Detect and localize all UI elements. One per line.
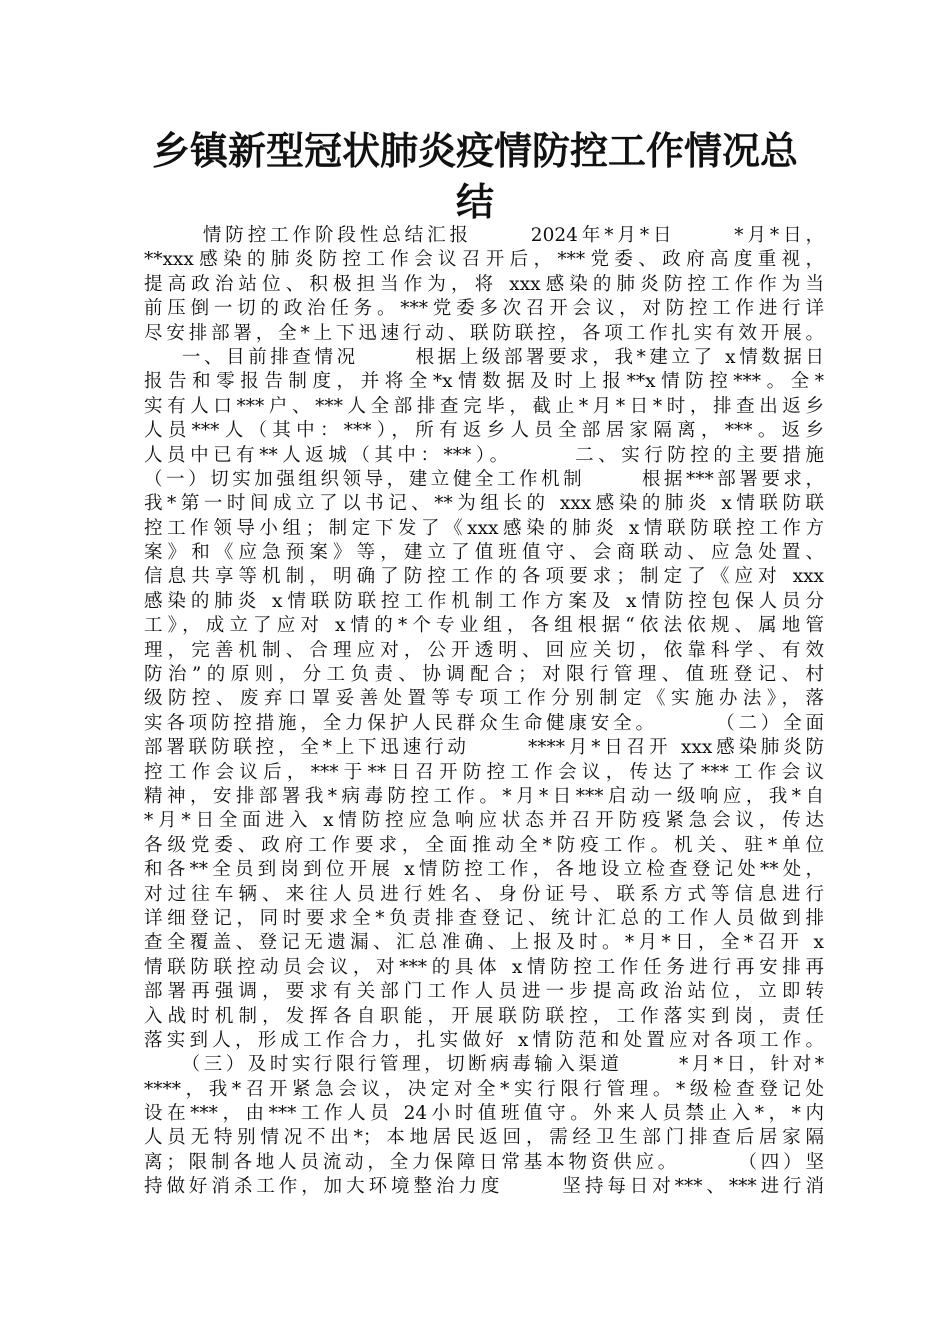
body-line: 一、目前排查情况 根据上级部署要求，我*建立了 x情数据日: [144, 346, 824, 368]
body-line: *月*日全面进入 x情防控应急响应状态并召开防疫紧急会议，传达: [144, 810, 824, 832]
body-line: 工》，成立了应对 x情的*个专业组，各组根据“依法依规、属地管: [144, 615, 824, 637]
body-line: 入战时机制，发挥各自职能，开展联防联控，工作落实到岗，责任: [144, 1005, 824, 1027]
title-line: 乡镇新型冠状肺炎疫情防控工作情况总: [151, 129, 798, 173]
body-line: 落实到人，形成工作合力，扎实做好 x情防范和处置应对各项工作。: [144, 1029, 824, 1051]
body-line: 尽安排部署，全*上下迅速行动、联防联控，各项工作扎实有效开展。: [144, 322, 824, 344]
body-line: 持做好消杀工作，加大环境整治力度 坚持每日对***、***进行消: [144, 1176, 824, 1198]
body-line: 我*第一时间成立了以书记、**为组长的 xxx感染的肺炎 x情联防联: [144, 493, 824, 515]
body-line: 对过往车辆、来往人员进行姓名、身份证号、联系方式等信息进行: [144, 883, 824, 905]
document-body: [144, 224, 824, 1200]
body-line: 人员中已有**人返城（其中：***）。 二、实行防控的主要措施: [144, 444, 824, 466]
body-line: 控工作会议后，***于**日召开防控工作会议，传达了***工作会议: [144, 761, 824, 783]
body-line: 感染的肺炎 x情联防联控工作机制工作方案及 x情防控包保人员分: [144, 590, 824, 612]
body-line: 级防控、废弃口罩妥善处置等专项工作分别制定《实施办法》，落: [144, 688, 824, 710]
body-line: 人员无特别情况不出*；本地居民返回，需经卫生部门排查后居家隔: [144, 1127, 824, 1149]
body-line: 详细登记，同时要求全*负责排查登记、统计汇总的工作人员做到排: [144, 907, 824, 929]
body-line: 部署联防联控，全*上下迅速行动 ****月*日召开 xxx感染肺炎防: [144, 737, 824, 759]
body-line: 提高政治站位、积极担当作为，将 xxx感染的肺炎防控工作作为当: [144, 273, 824, 295]
body-line: 各级党委、政府工作要求，全面推动全*防疫工作。机关、驻*单位: [144, 834, 824, 856]
body-line: 情联防联控动员会议，对***的具体 x情防控工作任务进行再安排再: [144, 956, 824, 978]
body-line: 前压倒一切的政治任务。***党委多次召开会议，对防控工作进行详: [144, 298, 824, 320]
body-line: 案》和《应急预案》等，建立了值班值守、会商联动、应急处置、: [144, 542, 824, 564]
body-line: 和各**全员到岗到位开展 x情防控工作，各地设立检查登记处**处，: [144, 859, 824, 881]
body-line: ****，我*召开紧急会议，决定对全*实行限行管理。*级检查登记处: [144, 1078, 824, 1100]
body-line: 控工作领导小组；制定下发了《xxx感染的肺炎 x情联防联控工作方: [144, 517, 824, 539]
body-line: 防治”的原则，分工负责、协调配合；对限行管理、值班登记、村: [144, 664, 824, 686]
body-line: （一）切实加强组织领导，建立健全工作机制 根据***部署要求，: [144, 468, 824, 490]
body-line: 精神，安排部署我*病毒防控工作。*月*日***启动一级响应，我*自: [144, 785, 824, 807]
body-line: 理，完善机制、合理应对，公开透明、回应关切，依靠科学、有效: [144, 639, 824, 661]
body-line: 情防控工作阶段性总结汇报 2024年*月*日 *月*日，: [144, 225, 824, 246]
body-line: 设在***，由***工作人员 24小时值班值守。外来人员禁止入*，*内: [144, 1103, 824, 1125]
body-line: **xxx感染的肺炎防控工作会议召开后，***党委、政府高度重视，: [144, 249, 824, 271]
body-line: 查全覆盖、登记无遗漏、汇总准确、上报及时。*月*日，全*召开 x: [144, 932, 824, 954]
body-line: 人员***人（其中：***），所有返乡人员全部居家隔离，***。返乡: [144, 420, 824, 442]
body-line: 实各项防控措施，全力保护人民群众生命健康安全。 （二）全面: [144, 712, 824, 734]
body-line: 信息共享等机制，明确了防控工作的各项要求；制定了《应对 xxx: [144, 566, 824, 588]
body-line: 实有人口***户、***人全部排查完毕，截止*月*日*时，排查出返乡: [144, 395, 824, 417]
body-line: 离；限制各地人员流动，全力保障日常基本物资供应。 （四）坚: [144, 1151, 824, 1173]
body-line: （三）及时实行限行管理，切断病毒输入渠道 *月*日，针对*: [144, 1054, 824, 1076]
title-line: 结: [455, 180, 494, 224]
body-line: 报告和零报告制度，并将全*x情数据及时上报**x情防控***。全*: [144, 371, 824, 393]
document-title: [100, 126, 850, 228]
body-line: 部署再强调，要求有关部门工作人员进一步提高政治站位，立即转: [144, 981, 824, 1003]
